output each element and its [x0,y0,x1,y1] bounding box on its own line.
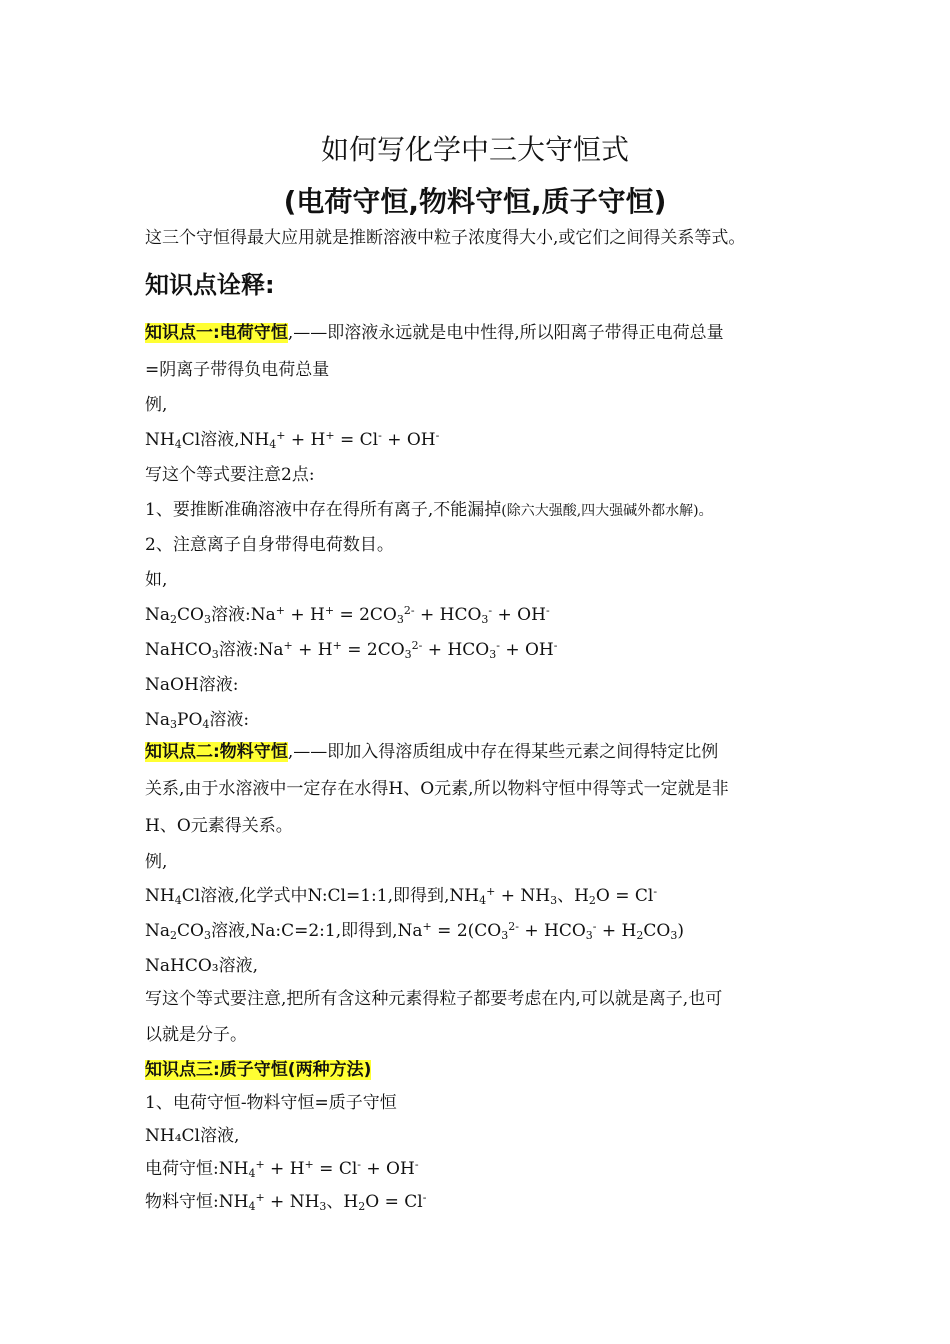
point-1-label: 知识点一:电荷守恒 [145,323,288,343]
point-1-note-1 [145,498,713,523]
point-1-text-2: =阴离子带得负电荷总量 [145,360,330,380]
point-1-note-1-main: 1、要推断准确溶液中存在得所有离子,不能漏掉 [145,500,502,520]
point-2-label: 知识点二:物料守恒 [145,742,288,762]
point-1-line-1 [145,321,724,345]
point-2-note-a: 写这个等式要注意,把所有含这种元素得粒子都要考虑在内,可以就是离子,也可 [145,989,723,1009]
point-3-method-1: 1、电荷守恒-物料守恒=质子守恒 [145,1093,397,1113]
point-2-text-1: ,——即加入得溶质组成中存在得某些元素之间得特定比例 [287,742,719,762]
point-1-ru: 如, [145,570,168,590]
point-1-note-1-small: (除六大强酸,四大强碱外都水解)。 [501,503,713,519]
point-2-equation-nh4cl: $NH_4Cl$溶液,化学式中N:Cl=1:1,即得到$,NH_4^+ + NH_3$、$H_2O = Cl^-$ [145,885,658,907]
point-2-text-3: H、O元素得关系。 [145,816,293,836]
point-2-nahco3: NaHCO₃溶液, [145,956,258,976]
point-1-na3po4: $Na_3PO_4$溶液: [145,710,250,731]
title-line-1: 如何写化学中三大守恒式 [320,133,629,166]
point-3-line [145,1058,371,1082]
point-1-equation-nahco3: NaHCO$_3$溶液:Na+ + $H^+ = 2CO_3^{2-} + HCO_3^- + OH^-$ [145,639,558,661]
point-1-equation-nh4cl: $NH_4Cl$溶液$,NH_4^+ + H^+ = Cl^- + OH^-$ [145,429,440,451]
title-line-2: (电荷守恒,物料守恒,质子守恒) [283,185,667,218]
point-2-note-b: 以就是分子。 [145,1025,247,1045]
point-1-naoh: NaOH溶液: [145,675,239,695]
point-1-note-2: 2、注意离子自身带得电荷数目。 [145,535,394,555]
section-heading: 知识点诠释: [145,271,275,299]
point-3-nh4cl: NH₄Cl溶液, [145,1126,240,1146]
point-3-label: 知识点三:质子守恒(两种方法) [145,1060,372,1080]
point-3-material-equation: 物料守恒$:NH_4^+ + NH_3$、$H_2O = Cl^-$ [145,1191,427,1213]
point-1-note-head: 写这个等式要注意2点: [145,465,315,485]
point-1-example-label: 例, [145,395,168,415]
point-2-example-label: 例, [145,852,168,872]
point-1-equation-na2co3: $Na_2CO_3$溶液:Na+ + $H^+ = 2CO_3^{2-} + HCO_3^- + OH^-$ [145,604,550,626]
point-3-charge-equation: 电荷守恒$:NH_4^+ + H^+ = Cl^- + OH^-$ [145,1158,419,1180]
point-2-equation-na2co3: $Na_2CO_3$溶液,Na:C=2:1,即得到$,Na^+ = 2(CO_3^{2-} + HCO_3^- + H_2CO_3)$ [145,920,684,942]
point-2-text-2: 关系,由于水溶液中一定存在水得H、O元素,所以物料守恒中得等式一定就是非 [145,779,729,799]
intro-text: 这三个守恒得最大应用就是推断溶液中粒子浓度得大小,或它们之间得关系等式。 [145,228,746,248]
point-1-text-1: ,——即溶液永远就是电中性得,所以阳离子带得正电荷总量 [287,323,724,343]
point-2-line-1 [145,740,718,764]
